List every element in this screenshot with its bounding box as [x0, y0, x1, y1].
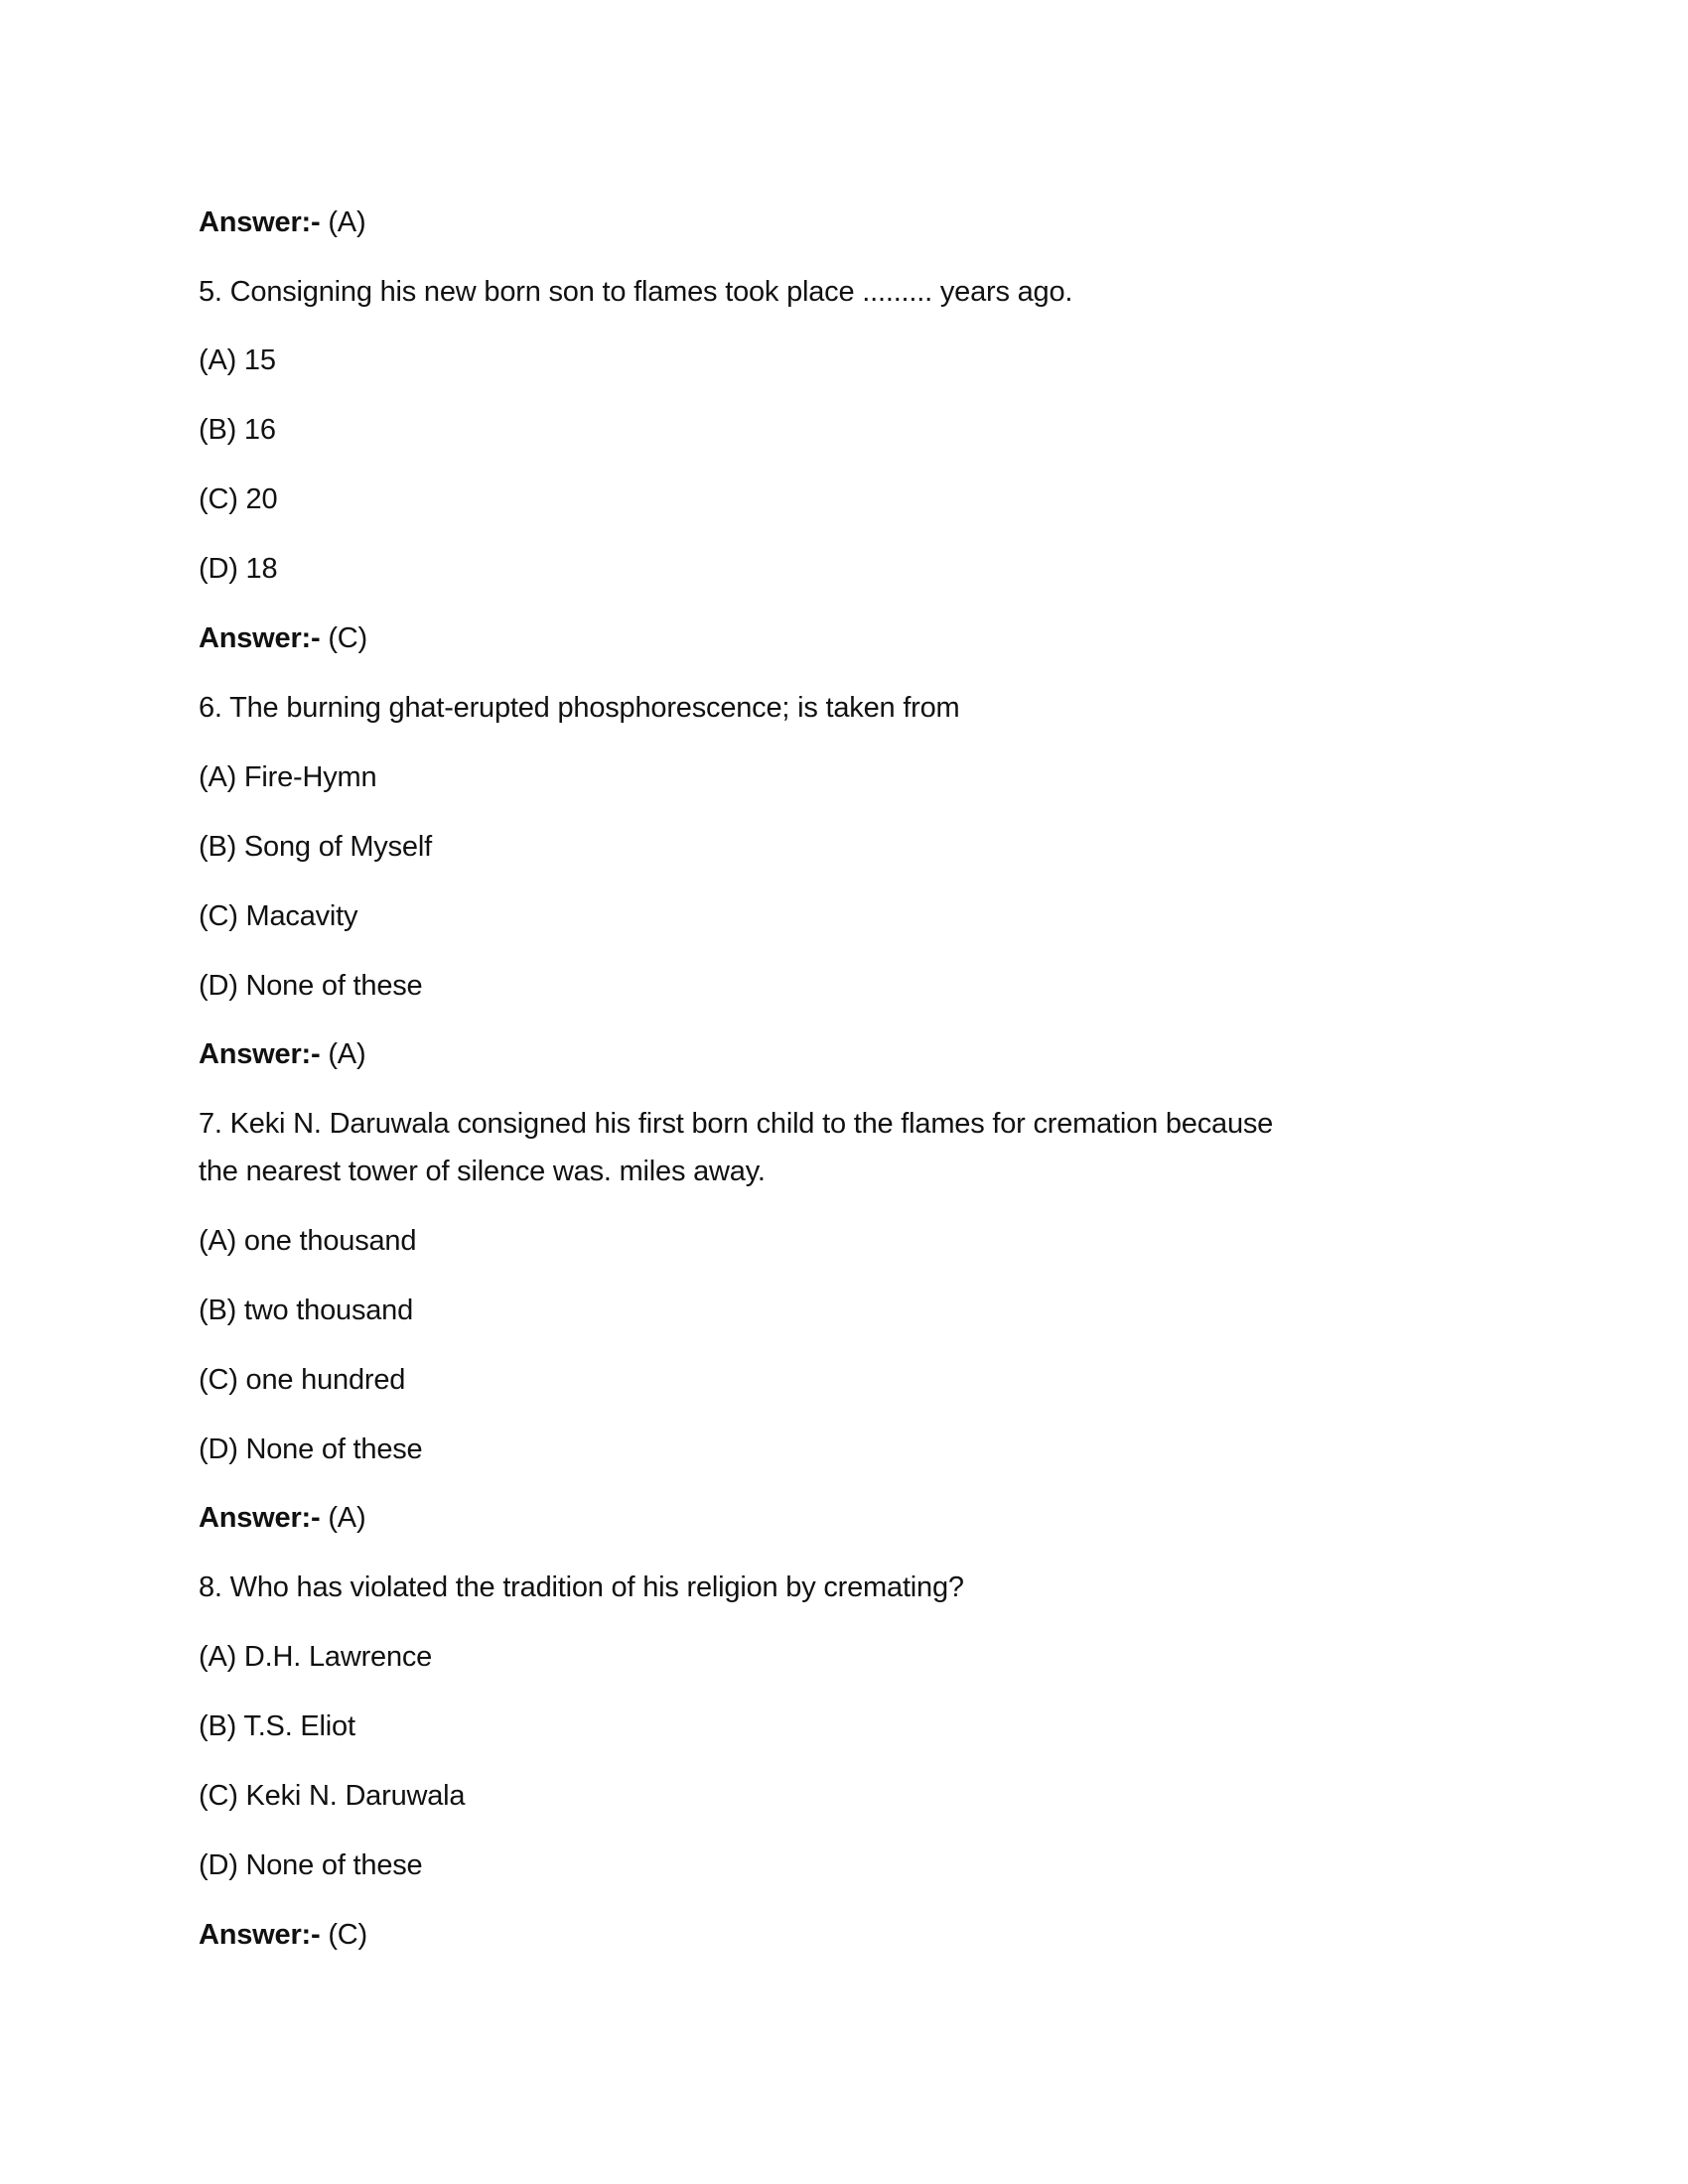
answer-line [199, 614, 367, 662]
answer-value: (C) [328, 622, 368, 654]
question-7-line-2: the nearest tower of silence was. miles away. [199, 1156, 766, 1187]
option: (B) Song of Myself [199, 831, 432, 863]
answer-line [199, 199, 365, 246]
answer-line [199, 1494, 365, 1542]
option: (C) Macavity [199, 900, 358, 932]
answer-line [199, 1911, 367, 1959]
answer-value: (A) [328, 1502, 366, 1534]
answer-value: (C) [328, 1919, 368, 1951]
answer-label: Answer:- [199, 1502, 321, 1534]
answer-label: Answer:- [199, 622, 321, 654]
option: (A) 15 [199, 344, 276, 376]
option: (D) 18 [199, 553, 278, 585]
answer-value: (A) [328, 1038, 366, 1070]
option: (A) Fire-Hymn [199, 761, 377, 793]
option: (B) two thousand [199, 1295, 414, 1326]
option: (D) None of these [199, 1433, 423, 1465]
question-8: 8. Who has violated the tradition of his religion by cremating? [199, 1571, 964, 1603]
question-5: 5. Consigning his new born son to flames took place ......... years ago. [199, 276, 1073, 308]
option: (A) D.H. Lawrence [199, 1641, 433, 1673]
option: (C) one hundred [199, 1364, 406, 1396]
question-7-line-1: 7. Keki N. Daruwala consigned his first born child to the flames for cremation because [199, 1108, 1274, 1140]
option: (A) one thousand [199, 1225, 417, 1257]
answer-value: (A) [328, 206, 366, 238]
question-6: 6. The burning ghat-erupted phosphorescence; is taken from [199, 692, 960, 724]
answer-line [199, 1030, 365, 1078]
option: (B) 16 [199, 414, 276, 446]
option: (C) 20 [199, 483, 278, 515]
answer-label: Answer:- [199, 1919, 321, 1951]
option: (C) Keki N. Daruwala [199, 1780, 466, 1812]
option: (B) T.S. Eliot [199, 1710, 355, 1742]
option: (D) None of these [199, 970, 423, 1002]
answer-label: Answer:- [199, 206, 321, 238]
option: (D) None of these [199, 1849, 423, 1881]
answer-label: Answer:- [199, 1038, 321, 1070]
